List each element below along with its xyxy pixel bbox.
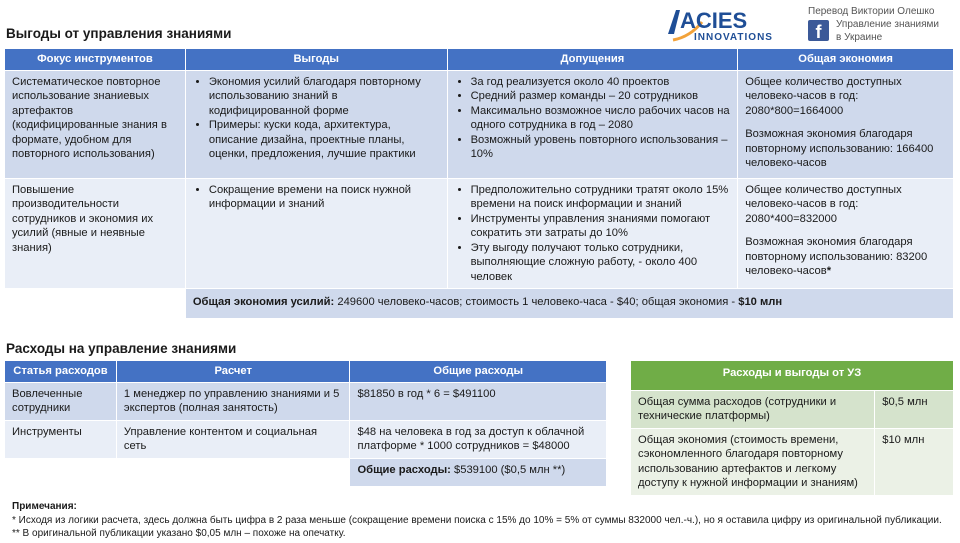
- cost-calc: 1 менеджер по управлению знаниями и 5 экспертов (полная занятость): [116, 382, 350, 420]
- row2-savings: [738, 178, 954, 289]
- cost-total: $48 на человека в год за доступ к облачной платформе * 1000 сотрудников = $48000: [350, 420, 607, 458]
- note-2: ** В оригинальной публикации указано $0,05 млн – похоже на опечатку.: [12, 528, 346, 539]
- svg-text:ACIES: ACIES: [680, 8, 748, 33]
- table-row: [631, 390, 954, 428]
- list-item: • Примеры: куски кода, архитектура, описание дизайна, проектные планы, оценки, предложения, лучшие практики: [209, 118, 440, 162]
- costs-table: [4, 360, 607, 487]
- benefits-header-row: [5, 49, 954, 71]
- header-total-costs: Общие расходы: [350, 361, 607, 383]
- header-focus: Фокус инструментов: [5, 49, 186, 71]
- summary-label: Общая сумма расходов (сотрудники и технические платформы): [631, 390, 875, 428]
- header-benefits: Выгоды: [185, 49, 447, 71]
- savings-text: Общее количество доступных человеко-часов в год: 2080*400=832000: [745, 183, 902, 225]
- list-item: • Инструменты управления знаниями помогают сократить эти затраты до 10%: [471, 212, 731, 241]
- summary-value: $10 млн: [875, 428, 954, 495]
- list-item: • Возможный уровень повторного использования – 10%: [471, 133, 731, 162]
- row1-savings: [738, 70, 954, 178]
- empty-cell: [5, 289, 186, 319]
- total-savings: Общая экономия усилий: 249600 человеко-часов; стоимость 1 человеко-часа - $40; общая экономия - $10 млн: [185, 289, 953, 319]
- svg-text:INNOVATIONS: INNOVATIONS: [694, 32, 773, 43]
- row1-focus: Систематическое повторное использование знаниевых артефактов (кодифицированные знания в формате, удобном для повторного использования): [5, 70, 186, 178]
- cost-calc: Управление контентом и социальная сеть: [116, 420, 350, 458]
- acies-logo: [664, 4, 782, 44]
- row2-assumptions: [447, 178, 738, 289]
- list-item: • За год реализуется около 40 проектов: [471, 75, 731, 90]
- empty-cell: [5, 458, 117, 486]
- summary-value: $0,5 млн: [875, 390, 954, 428]
- cost-total: $81850 в год * 6 = $491100: [350, 382, 607, 420]
- cost-item: Инструменты: [5, 420, 117, 458]
- row1-assumptions: [447, 70, 738, 178]
- list-item: • Предположительно сотрудники тратят около 15% времени на поиск информации и знаний: [471, 183, 731, 212]
- list-item: • Сокращение времени на поиск нужной информации и знаний: [209, 183, 440, 212]
- note-1: * Исходя из логики расчета, здесь должна быть цифра в 2 раза меньше (сокращение времени поиска с 15% до 10% = 5% от суммы 832000 чел.-ч.), но я оставила цифру из оригинальной публикации.: [12, 514, 942, 526]
- table-row: [5, 420, 607, 458]
- total-row: [5, 289, 954, 319]
- header-savings: Общая экономия: [738, 49, 954, 71]
- savings-text: Общее количество доступных человеко-часов в год: 2080*800=1664000: [745, 75, 902, 117]
- section-title-costs: Расходы на управление знаниями: [6, 341, 237, 356]
- table-row: [631, 428, 954, 495]
- costs-sum: Общие расходы: $539100 ($0,5 млн **): [350, 458, 607, 486]
- table-row: [5, 70, 954, 178]
- summary-label: Общая экономия (стоимость времени, сэкономленного благодаря повторному использованию артефактов и легкому доступу к нужной информации и знаниям): [631, 428, 875, 495]
- translation-credit: Перевод Виктории Олешко Управление знаниями в Украине: [808, 6, 940, 43]
- table-row: [5, 178, 954, 289]
- header-summary: Расходы и выгоды от УЗ: [631, 361, 954, 391]
- list-item: • Экономия усилий благодаря повторному использованию знаний в кодифицированной форме: [209, 75, 440, 119]
- row1-benefits: [185, 70, 447, 178]
- costs-header-row: [5, 361, 607, 383]
- header-cost-item: Статья расходов: [5, 361, 117, 383]
- row2-focus: Повышение производительности сотрудников и экономия их усилий (явные и неявные знания): [5, 178, 186, 289]
- row2-benefits: [185, 178, 447, 289]
- header-assumptions: Допущения: [447, 49, 738, 71]
- notes: [12, 500, 952, 541]
- summary-header-row: [631, 361, 954, 391]
- table-row: [5, 382, 607, 420]
- list-item: • Средний размер команды – 20 сотрудников: [471, 89, 731, 104]
- costs-sum-row: [5, 458, 607, 486]
- facebook-icon[interactable]: f: [808, 20, 829, 41]
- header-calc: Расчет: [116, 361, 350, 383]
- list-item: • Эту выгоду получают только сотрудники, выполняющие сложную работу, - около 400 человек: [471, 241, 731, 285]
- list-item: • Максимально возможное число рабочих часов на одного сотрудника в год – 2080: [471, 104, 731, 133]
- cost-item: Вовлеченные сотрудники: [5, 382, 117, 420]
- summary-table: [630, 360, 954, 496]
- notes-title: Примечания:: [12, 501, 77, 512]
- section-title-benefits: Выгоды от управления знаниями: [6, 26, 232, 41]
- savings-text: Возможная экономия благодаря повторному использованию: 166400 человеко-часов: [745, 128, 934, 169]
- benefits-table: [4, 48, 954, 319]
- empty-cell: [116, 458, 350, 486]
- savings-text: Возможная экономия благодаря повторному использованию: 83200 человеко-часов*: [745, 236, 928, 277]
